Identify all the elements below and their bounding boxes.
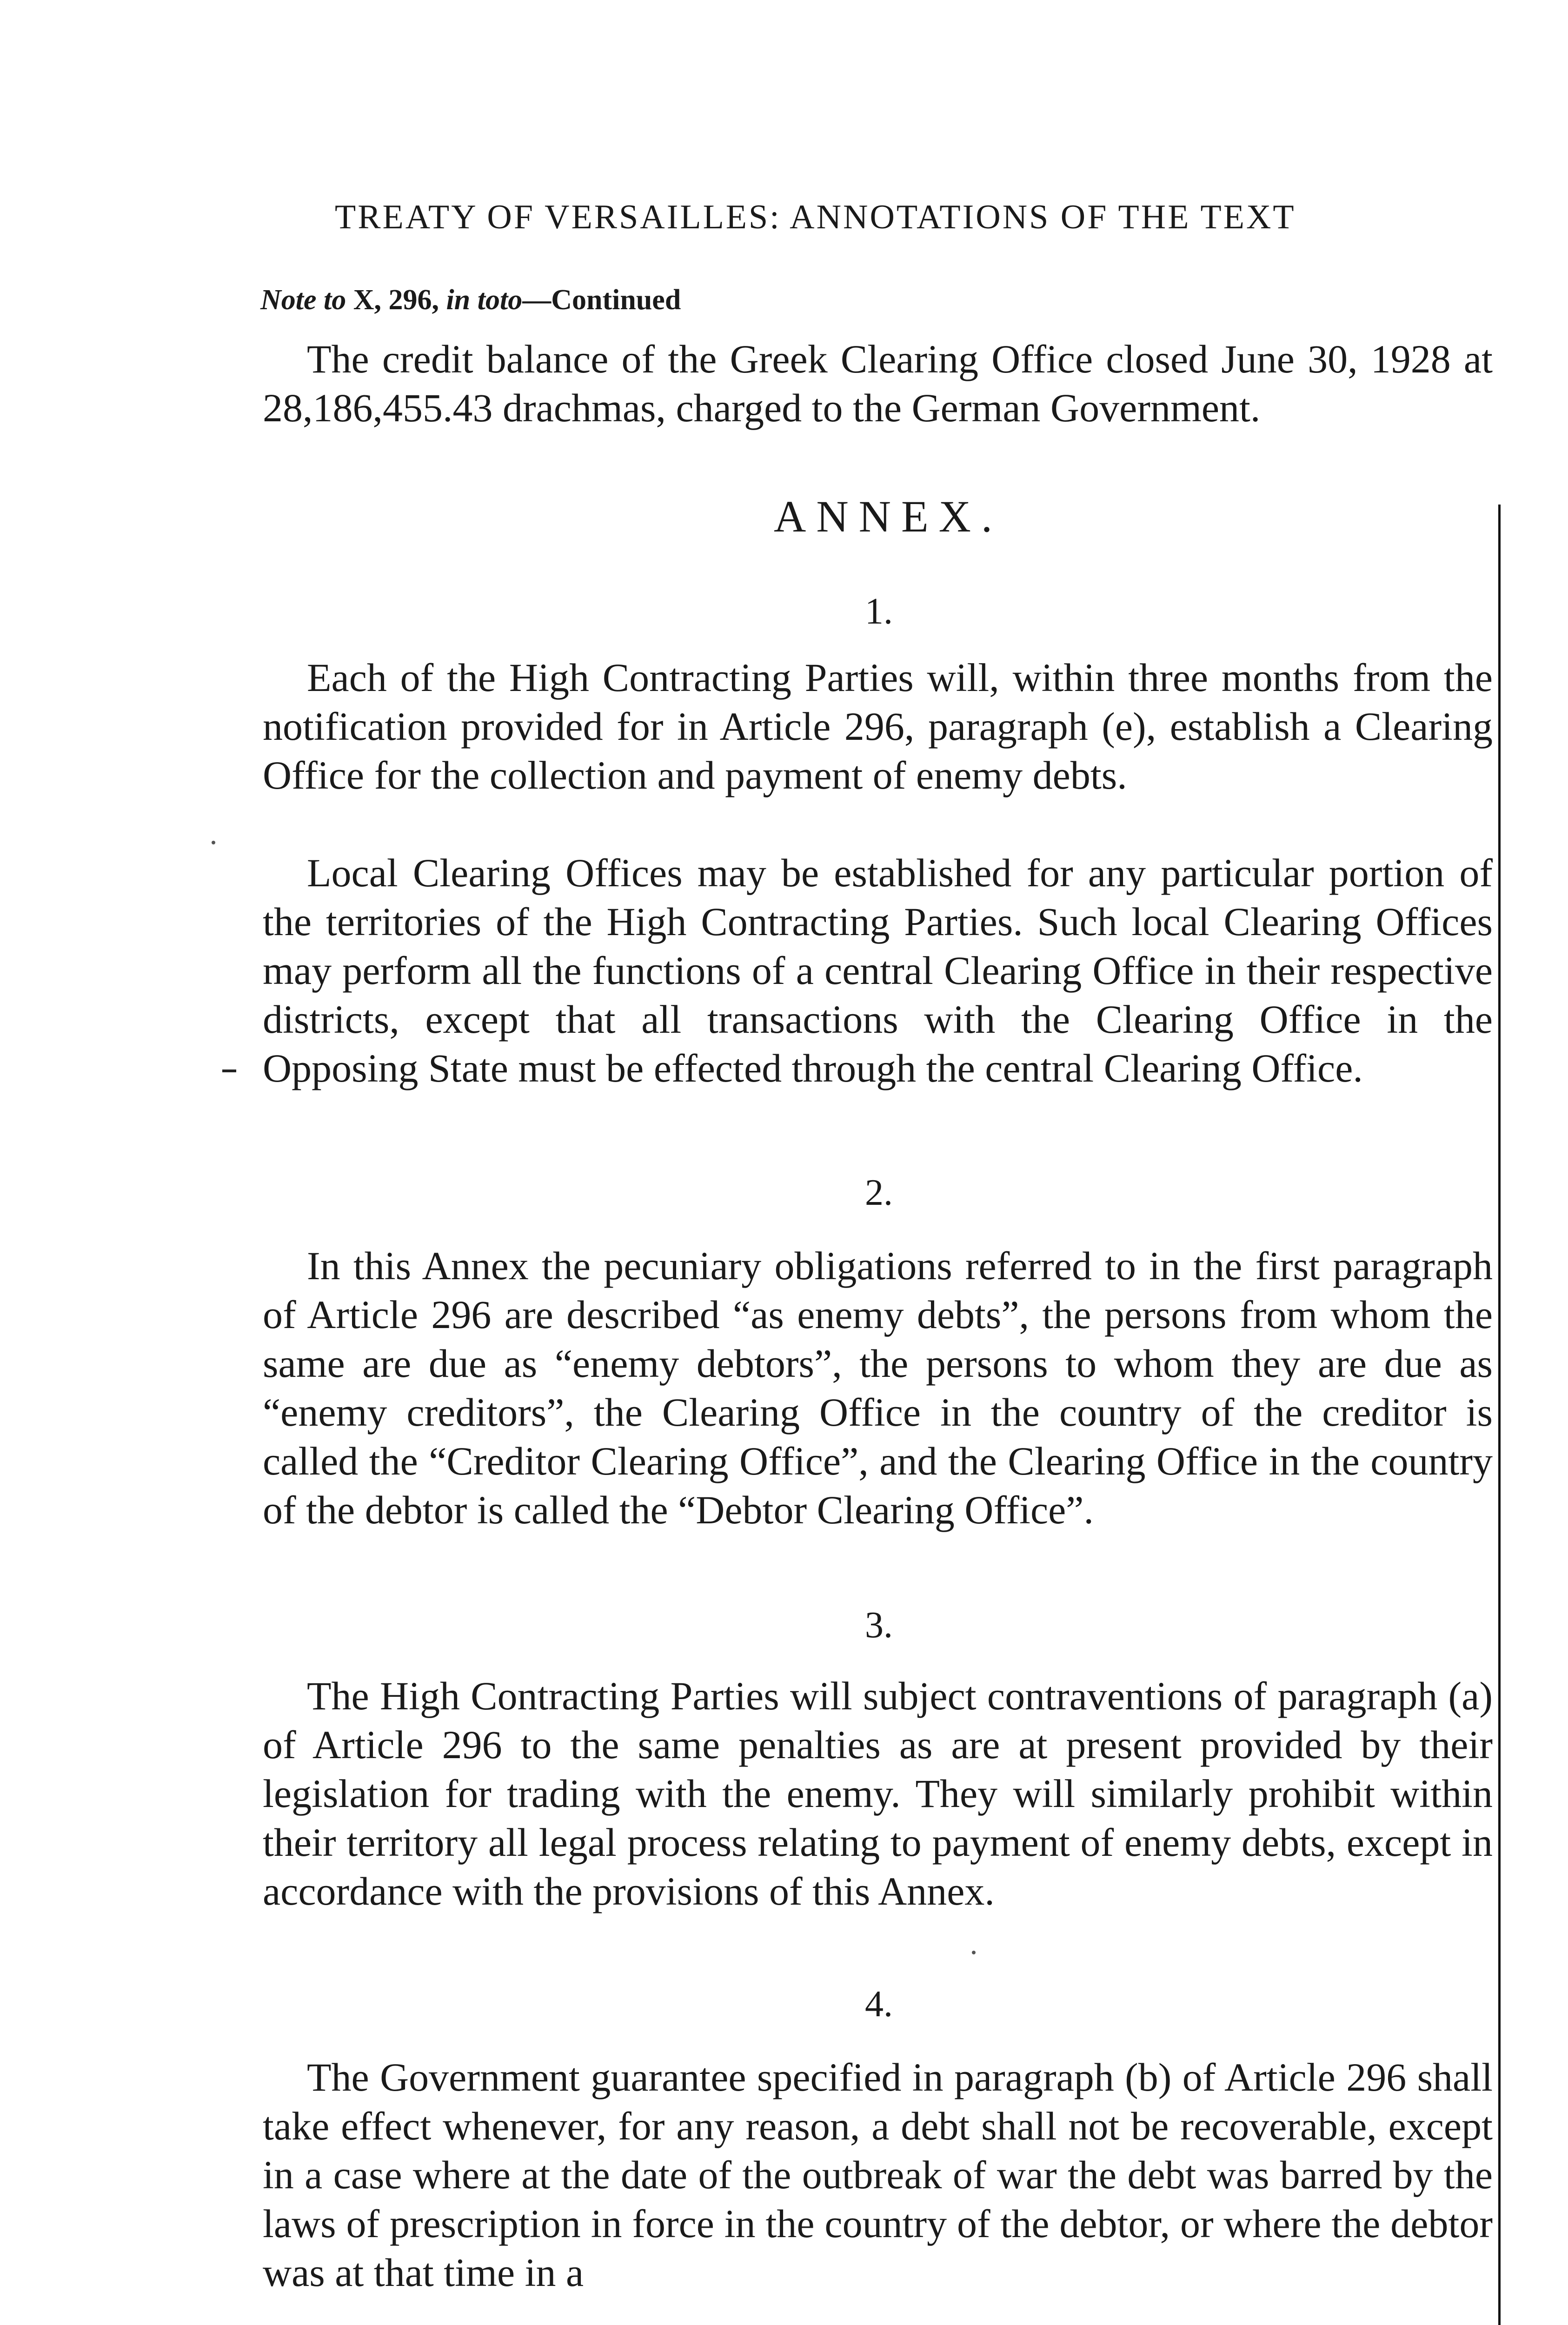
running-head: TREATY OF VERSAILLES: ANNOTATIONS OF THE TEXT [335,198,1296,236]
note-reference [260,284,681,317]
margin-dot [212,841,215,844]
section-4-paragraph-1: The Government guarantee specified in paragraph (b) of Article 296 shall take effect whenever, for any reason, a debt shall not be recoverable, except in a case where at the date of the outbreak of war the debt was barred by the laws of prescription in force in the country of the debtor, or where the debtor was at that time in a [263,2055,1493,2295]
section-number-2: 2. [865,1172,893,1213]
section-number-4: 4. [865,1984,893,2025]
annex-title: ANNEX. [774,492,1003,541]
intro-paragraph: The credit balance of the Greek Clearing Office closed June 30, 1928 at 28,186,455.43 drachmas, charged to the German Government. [263,337,1493,430]
margin-mark [222,1070,236,1072]
section-number-3: 3. [865,1605,893,1646]
section-number-1: 1. [865,591,893,632]
note-in-toto: in toto [446,284,523,316]
section-3-paragraph-1: The High Contracting Parties will subject contraventions of paragraph (a) of Article 296 to the same penalties as are at present provided by their legislation for trading with the enemy. They will similarly prohibit within their territory all legal process relating to payment of enemy debts, except in accordance with the provisions of this Annex. [263,1674,1493,1913]
note-prefix: Note to [260,284,346,316]
section-1-paragraph-1: Each of the High Contracting Parties will, within three months from the notification provided for in Article 296, paragraph (e), establish a Clearing Office for the collection and payment of enemy debts. [263,655,1493,797]
margin-line [1498,505,1501,2325]
note-ref: X, 296, [353,284,439,316]
section-1-paragraph-2: Local Clearing Offices may be established for any particular portion of the territories of the High Contracting Parties. Such local Clearing Offices may perform all the functions of a central Clearing Office in their respective districts, except that all transactions with the Clearing Office in the Opposing State must be effected through the central Clearing Office. [263,850,1493,1090]
stray-dot [972,1951,976,1954]
section-2-paragraph-1: In this Annex the pecuniary obligations referred to in the first paragraph of Article 296 are described “as enemy debts”, the persons from whom the same are due as “enemy debtors”, the persons to whom they are due as “enemy creditors”, the Clearing Office in the country of the creditor is called the “Creditor Clearing Office”, and the Clearing Office in the country of the debtor is called the “Debtor Clearing Office”. [263,1243,1493,1532]
note-continued: —Continued [522,284,681,316]
